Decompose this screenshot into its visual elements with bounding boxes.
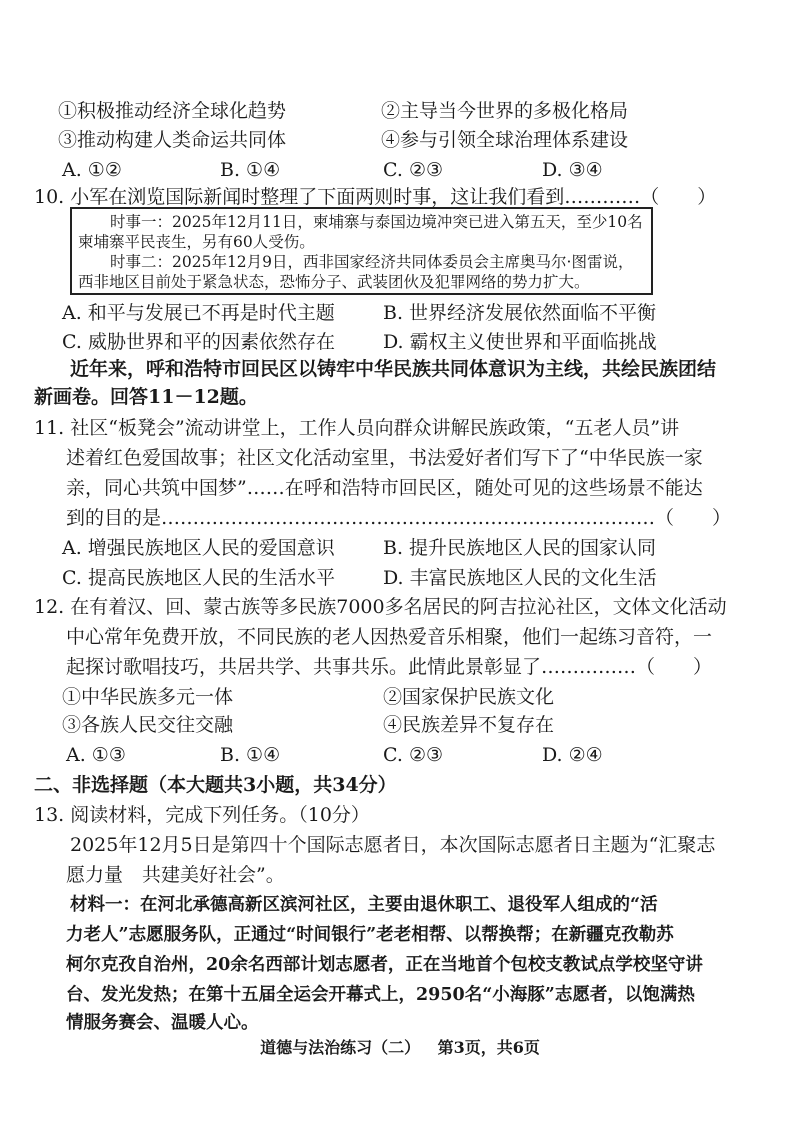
- q12-choice-b: B. ①④: [220, 744, 281, 766]
- q10-stem: 10. 小军在浏览国际新闻时整理了下面两则时事，这让我们看到…………（ ）: [34, 186, 717, 208]
- intro-11-12-line: 近年来，呼和浩特市回民区以铸牢中华民族共同体意识为主线，共绘民族团结: [70, 358, 717, 380]
- q11-stem-line: 述着红色爱国故事；社区文化活动室里，书法爱好者们写下了“中华民族一家: [66, 447, 703, 469]
- q10-choice-b: B. 世界经济发展依然面临不平衡: [383, 302, 657, 324]
- q9-choice-b: B. ①④: [220, 159, 281, 181]
- q10-news-line: 时事二：2025年12月9日，西非国家经济共同体委员会主席奥马尔·图雷说，: [110, 253, 634, 271]
- q11-choice-d: D. 丰富民族地区人民的文化生活: [383, 567, 657, 589]
- q13-intro-line: 愿力量 共建美好社会”。: [66, 864, 285, 886]
- q12-stem-line: 中心常年免费开放，不同民族的老人因热爱音乐相聚，他们一起练习音符，一: [66, 626, 713, 648]
- footer-page-number: 第3页，共6页: [437, 1038, 540, 1057]
- q12-option-4: ④民族差异不复存在: [383, 714, 555, 736]
- page-footer: [0, 1035, 800, 1058]
- q11-choice-c: C. 提高民族地区人民的生活水平: [62, 567, 335, 589]
- q13-stem: 13. 阅读材料，完成下列任务。（10分）: [34, 804, 370, 826]
- q9-option-2: ②主导当今世界的多极化格局: [381, 100, 629, 122]
- q9-option-3: ③推动构建人类命运共同体: [58, 129, 287, 151]
- q10-news-box: [70, 207, 653, 295]
- q9-choice-c: C. ②③: [383, 159, 444, 181]
- q11-stem-line: 11. 社区“板凳会”流动讲堂上，工作人员向群众讲解民族政策，“五老人员”讲: [34, 417, 680, 439]
- q13-material1-line: 材料一：在河北承德高新区滨河社区，主要由退休职工、退役军人组成的“活: [70, 895, 658, 915]
- q12-stem-line: 起探讨歌唱技巧，共居共学、共事共乐。此情此景彰显了……………（ ）: [66, 656, 713, 678]
- q10-news-line: 时事一：2025年12月11日，柬埔寨与泰国边境冲突已进入第五天，至少10名: [110, 213, 643, 231]
- q12-stem-line: 12. 在有着汉、回、蒙古族等多民族7000多名居民的阿吉拉沁社区，文体文化活动: [34, 596, 727, 618]
- q13-material1-line: 台、发光发热；在第十五届全运会开幕式上，2950名“小海豚”志愿者，以饱满热: [66, 985, 695, 1005]
- q9-choice-a: A. ①②: [62, 159, 122, 181]
- section-2-title: 二、非选择题（本大题共3小题，共34分）: [34, 774, 397, 796]
- q9-option-4: ④参与引领全球治理体系建设: [381, 129, 629, 151]
- q11-stem-line: 到的目的是……………………………………………………………………（ ）: [66, 507, 732, 529]
- intro-11-12-line: 新画卷。回答11－12题。: [34, 386, 258, 408]
- footer-subject: 道德与法治练习（二）: [260, 1038, 421, 1057]
- q11-choice-b: B. 提升民族地区人民的国家认同: [383, 537, 657, 559]
- q13-material1-line: 力老人”志愿服务队，正通过“时间银行”老老相帮、以帮换帮；在新疆克孜勒苏: [66, 925, 674, 945]
- q12-option-1: ①中华民族多元一体: [62, 686, 234, 708]
- q11-choice-a: A. 增强民族地区人民的爱国意识: [62, 537, 335, 559]
- q11-stem-line: 亲，同心共筑中国梦”……在呼和浩特市回民区，随处可见的这些场景不能达: [66, 477, 703, 499]
- q9-choice-d: D. ③④: [542, 159, 603, 181]
- q13-material1-line: 情服务赛会、温暖人心。: [66, 1013, 259, 1033]
- q12-choice-d: D. ②④: [542, 744, 603, 766]
- q10-choice-c: C. 威胁世界和平的因素依然存在: [62, 331, 335, 353]
- q9-option-1: ①积极推动经济全球化趋势: [58, 100, 287, 122]
- q10-choice-a: A. 和平与发展已不再是时代主题: [62, 302, 335, 324]
- q10-news-line: 西非地区目前处于紧急状态，恐怖分子、武装团伙及犯罪网络的势力扩大。: [78, 273, 590, 291]
- q12-option-3: ③各族人民交往交融: [62, 714, 234, 736]
- q13-material1-line: 柯尔克孜自治州，20余名西部计划志愿者，正在当地首个包校支教试点学校坚守讲: [66, 955, 703, 975]
- q12-choice-a: A. ①③: [66, 744, 126, 766]
- q10-news-line: 柬埔寨平民丧生，另有60人受伤。: [78, 233, 315, 251]
- q12-choice-c: C. ②③: [383, 744, 444, 766]
- q13-intro-line: 2025年12月5日是第四十个国际志愿者日，本次国际志愿者日主题为“汇聚志: [70, 834, 716, 856]
- q10-choice-d: D. 霸权主义使世界和平面临挑战: [383, 331, 657, 353]
- q12-option-2: ②国家保护民族文化: [383, 686, 555, 708]
